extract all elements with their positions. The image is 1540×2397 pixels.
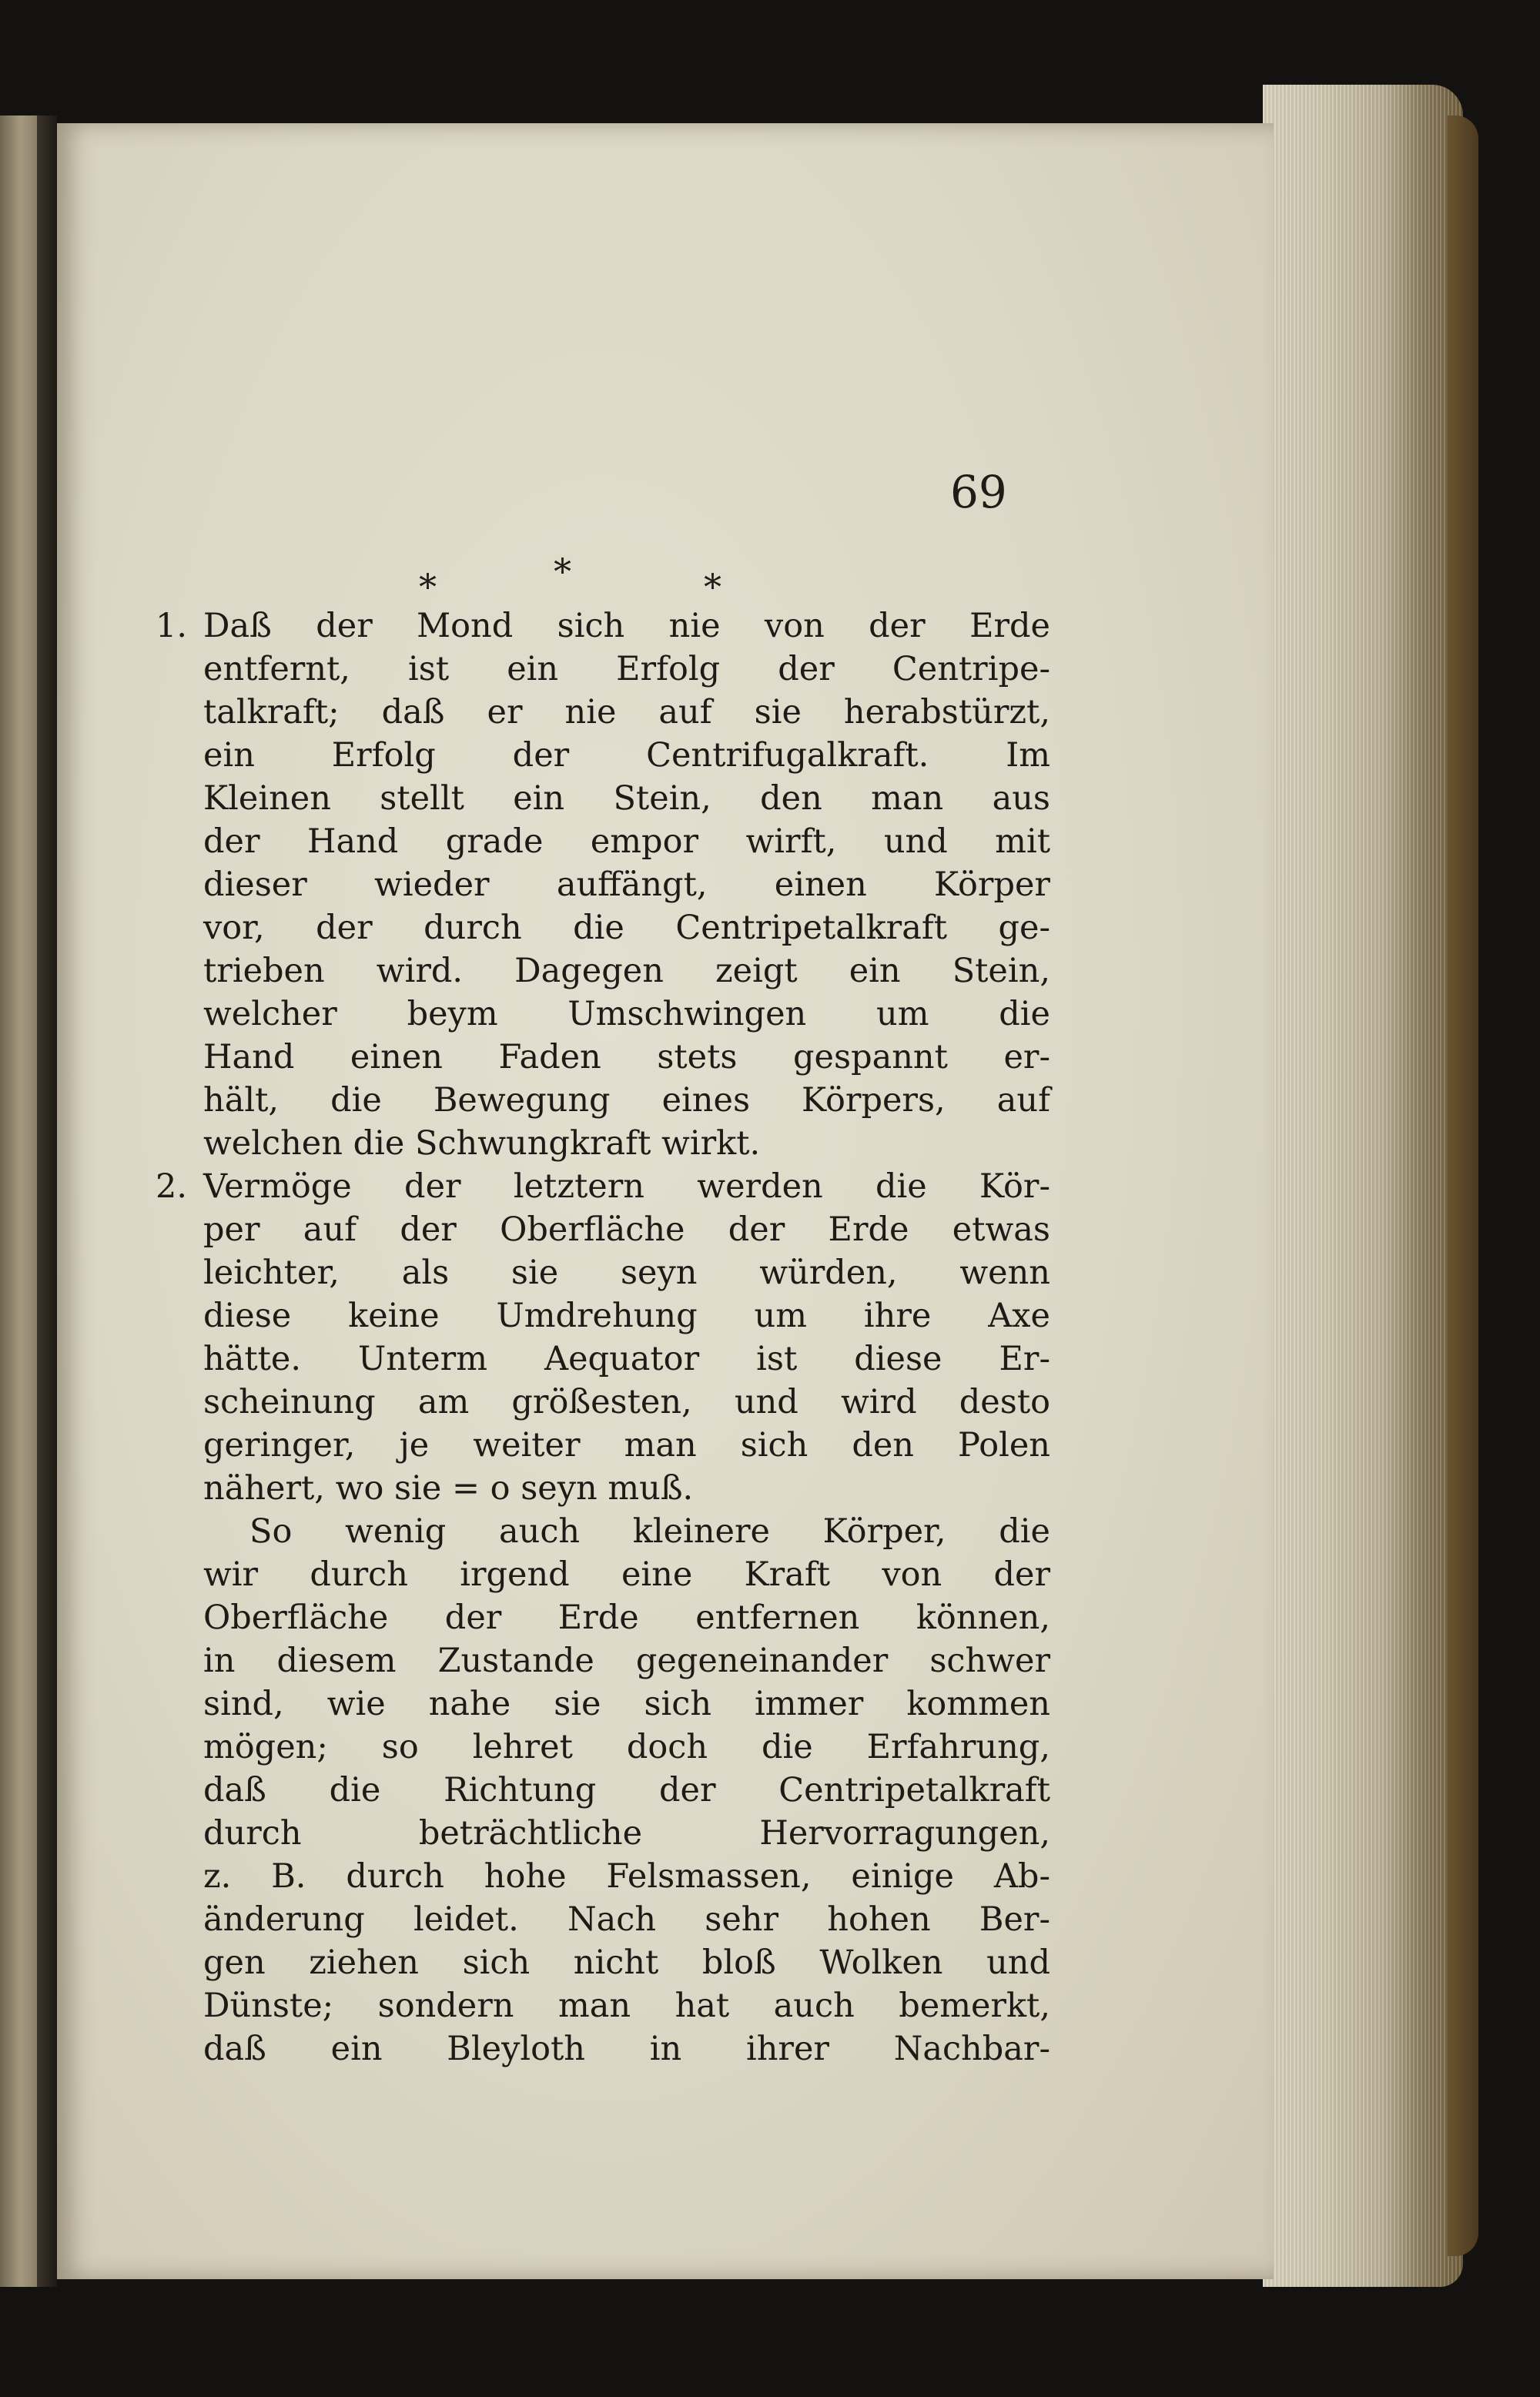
text-line: daß die Richtung der Centripetalkraft — [203, 1771, 1050, 1809]
book-page — [57, 123, 1274, 2279]
text-line: hätte. Unterm Aequator ist diese Er- — [203, 1340, 1050, 1378]
text-line: leichter, als sie seyn würden, wenn — [203, 1254, 1050, 1292]
text-line: daß ein Bleyloth in ihrer Nachbar- — [203, 2030, 1050, 2068]
text-line: änderung leidet. Nach sehr hohen Ber- — [203, 1900, 1050, 1939]
text-line: sind, wie nahe sie sich immer kommen — [203, 1685, 1050, 1723]
text-line: per auf der Oberfläche der Erde etwas — [203, 1210, 1050, 1249]
text-line: diese keine Umdrehung um ihre Axe — [203, 1297, 1050, 1335]
book-cover-edge — [1448, 115, 1478, 2256]
ornament-star: * — [419, 566, 437, 608]
text-line: Kleinen stellt ein Stein, den man aus — [203, 779, 1050, 818]
text-line: Dünste; sondern man hat auch bemerkt, — [203, 1987, 1050, 2025]
text-line: geringer, je weiter man sich den Polen — [203, 1426, 1050, 1465]
body-text — [156, 604, 1050, 2071]
text-line: z. B. durch hohe Felsmassen, einige Ab- — [203, 1857, 1050, 1896]
text-line: durch beträchtliche Hervorragungen, — [203, 1814, 1050, 1853]
page-number: 69 — [950, 466, 1007, 518]
page-stack-edge — [1263, 85, 1463, 2287]
text-line: scheinung am größesten, und wird desto — [203, 1383, 1050, 1421]
text-line: entfernt, ist ein Erfolg der Centripe- — [203, 650, 1050, 688]
paragraph-3 — [203, 1510, 1050, 2071]
paragraph-number: 1. — [156, 607, 188, 645]
text-line: ein Erfolg der Centrifugalkraft. Im — [203, 736, 1050, 775]
text-line: mögen; so lehret doch die Erfahrung, — [203, 1728, 1050, 1766]
ornament-star: * — [554, 551, 571, 592]
text-line: talkraft; daß er nie auf sie herabstürzt, — [203, 693, 1050, 731]
text-line: welcher beym Umschwingen um die — [203, 995, 1050, 1033]
text-line: dieser wieder auffängt, einen Körper — [203, 865, 1050, 904]
text-line: hält, die Bewegung eines Körpers, auf — [203, 1081, 1050, 1120]
text-line: der Hand grade empor wirft, und mit — [203, 822, 1050, 861]
text-line: trieben wird. Dagegen zeigt ein Stein, — [203, 952, 1050, 990]
text-line: welchen die Schwungkraft wirkt. — [203, 1124, 761, 1163]
text-line: Daß der Mond sich nie von der Erde — [203, 607, 1050, 645]
text-line: wir durch irgend eine Kraft von der — [203, 1555, 1050, 1594]
book-gutter — [37, 115, 57, 2287]
paragraph-1 — [156, 604, 1050, 1165]
text-line: nähert, wo sie = o seyn muß. — [203, 1469, 694, 1508]
paragraph-number: 2. — [156, 1167, 188, 1206]
text-line: in diesem Zustande gegeneinander schwer — [203, 1642, 1050, 1680]
text-line: vor, der durch die Centripetalkraft ge- — [203, 909, 1050, 947]
paragraph-2 — [156, 1165, 1050, 1510]
facing-page-edge — [0, 115, 37, 2287]
text-line: gen ziehen sich nicht bloß Wolken und — [203, 1943, 1050, 1982]
text-line: So wenig auch kleinere Körper, die — [249, 1512, 1050, 1551]
text-line: Hand einen Faden stets gespannt er- — [203, 1038, 1050, 1076]
text-line: Oberfläche der Erde entfernen können, — [203, 1599, 1050, 1637]
ornament-star: * — [704, 566, 721, 608]
section-ornament — [419, 551, 742, 608]
text-line: Vermöge der letztern werden die Kör- — [203, 1167, 1050, 1206]
